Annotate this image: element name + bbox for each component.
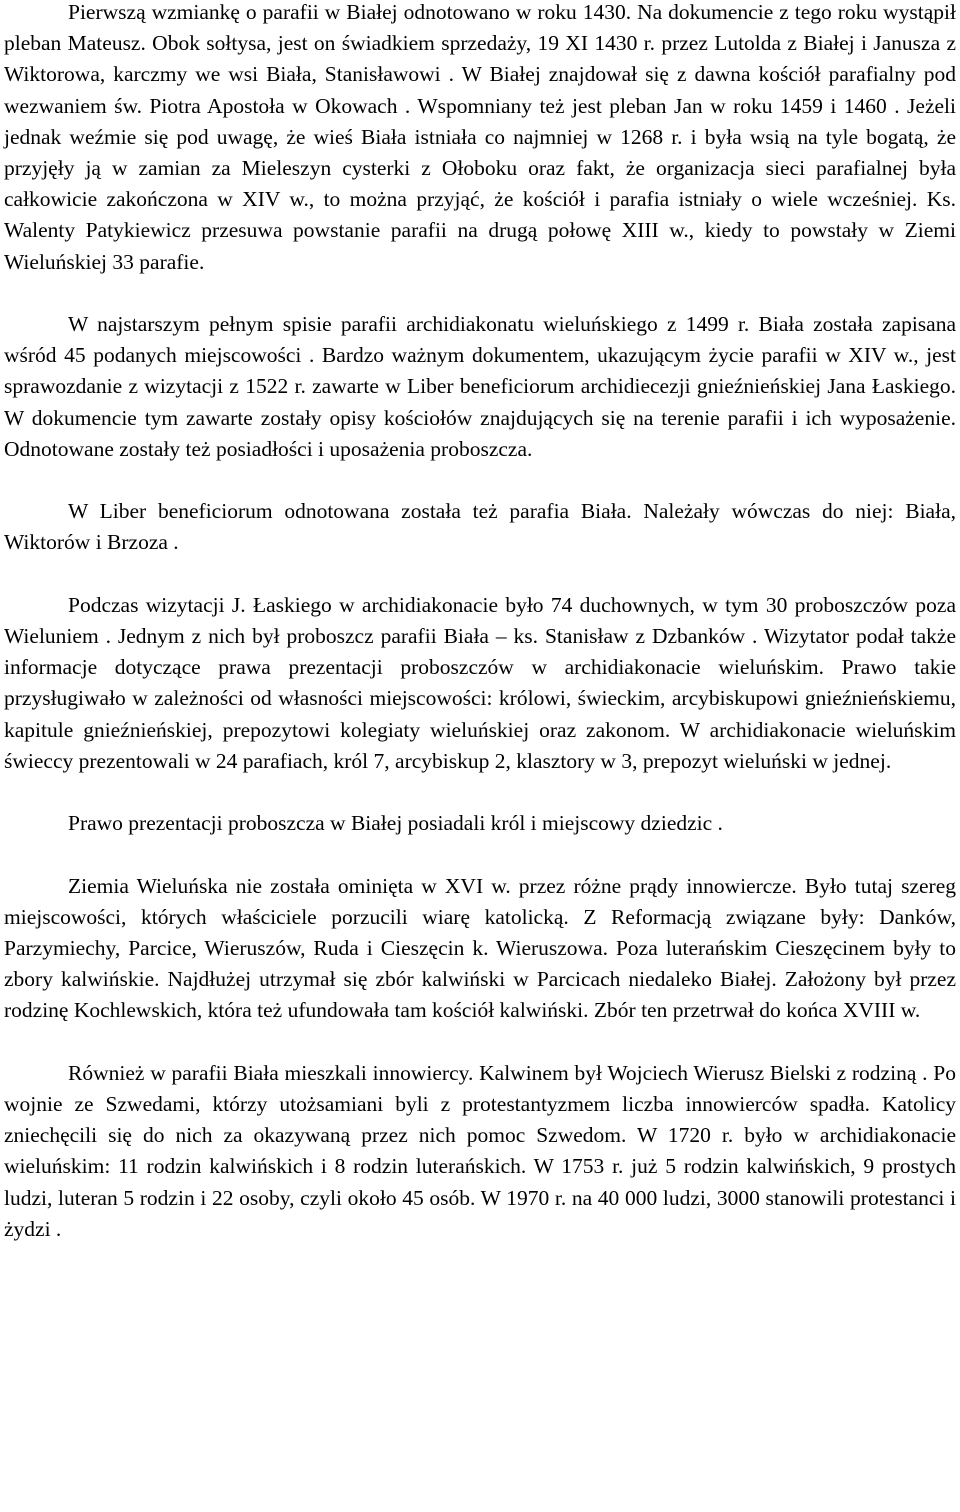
paragraph-reformation: Ziemia Wieluńska nie została ominięta w XVI w. przez różne prądy innowiercze. Było tutaj szereg miejscowości, których właściciele porzucili wiarę katolicką. Z Reformacją związane były: Danków, Parzymiechy, Parcice, Wieruszów, Ruda i Cieszęcin k. Wieruszowa. Poza luterańskim Cieszęcinem były to zbory kalwińskie. Najdłużej utrzymał się zbór kalwiński w Parcicach niedaleko Białej. Założony był przez rodzinę Kochlewskich, która też ufundowała tam kościół kalwiński. Zbór ten przetrwał do końca XVIII w.	[4, 873, 956, 1023]
paragraph-liber-beneficiorum: W Liber beneficiorum odnotowana została też parafia Biała. Należały wówczas do niej: Biała, Wiktorów i Brzoza .	[4, 499, 956, 555]
paragraph-visitation: Podczas wizytacji J. Łaskiego w archidiakonacie było 74 duchownych, w tym 30 proboszczów poza Wieluniem . Jednym z nich był proboszcz parafii Biała – ks. Stanisław z Dzbanków . Wizytator podał także informacje dotyczące prawa prezentacji proboszczów w archidiakonacie wieluńskim. Prawo takie przysługiwało w zależności od własności miejscowości: królowi, świeckim, arcybiskupowi gnieźnieńskiemu, kapitule gnieźnieńskiej, prepozytowi kolegiaty wieluńskiej oraz zakonom. W archidiakonacie wieluńskim świeccy prezentowali w 24 parafiach, król 7, arcybiskup 2, klasztory w 3, prepozyt wieluński w jednej.	[4, 592, 956, 773]
paragraph-presentation-right: Prawo prezentacji proboszcza w Białej posiadali król i miejscowy dziedzic .	[68, 811, 723, 836]
document-page	[4, 0, 956, 1245]
paragraph-first-mention: Pierwszą wzmiankę o parafii w Białej odnotowano w roku 1430. Na dokumencie z tego roku wystąpił pleban Mateusz. Obok sołtysa, jest on świadkiem sprzedaży, 19 XI 1430 r. przez Lutolda z Białej i Janusza z Wiktorowa, karczmy we wsi Biała, Stanisławowi . W Białej znajdował się z dawna kościół parafialny pod wezwaniem św. Piotra Apostoła w Okowach . Wspomniany też jest pleban Jan w roku 1459 i 1460 . Jeżeli jednak weźmie się pod uwagę, że wieś Biała istniała co najmniej w 1268 r. i była wsią na tyle bogatą, że przyjęły ją w zamian za Mieleszyn cysterki z Ołoboku oraz fakt, że organizacja sieci parafialnej była całkowicie zakończona w XIV w., to można przyjąć, że kościół i parafia istniały o wiele wcześniej. Ks. Walenty Patykiewicz przesuwa powstanie parafii na drugą połowę XIII w., kiedy to powstały w Ziemi Wieluńskiej 33 parafie.	[4, 0, 956, 274]
paragraph-oldest-register: W najstarszym pełnym spisie parafii archidiakonatu wieluńskiego z 1499 r. Biała została zapisana wśród 45 podanych miejscowości . Bardzo ważnym dokumentem, ukazującym życie parafii w XIV w., jest sprawozdanie z wizytacji z 1522 r. zawarte w Liber beneficiorum archidiecezji gnieźnieńskiej Jana Łaskiego. W dokumencie tym zawarte zostały opisy kościołów znajdujących się na terenie parafii i ich wyposażenie. Odnotowane zostały też posiadłości i uposażenia proboszcza.	[4, 312, 956, 461]
paragraph-dissenters: Również w parafii Biała mieszkali innowiercy. Kalwinem był Wojciech Wierusz Bielski z rodziną . Po wojnie ze Szwedami, którzy utożsamiani byli z protestantyzmem liczba innowierców spadła. Katolicy zniechęcili się do nich za okazywaną przez nich pomoc Szwedom. W 1720 r. było w archidiakonacie wieluńskim: 11 rodzin kalwińskich i 8 rodzin luterańskich. W 1753 r. już 5 rodzin kalwińskich, 9 prostych ludzi, luteran 5 rodzin i 22 osoby, czyli około 45 osób. W 1970 r. na 40 000 ludzi, 3000 stanowili protestanci i żydzi .	[4, 1060, 956, 1241]
